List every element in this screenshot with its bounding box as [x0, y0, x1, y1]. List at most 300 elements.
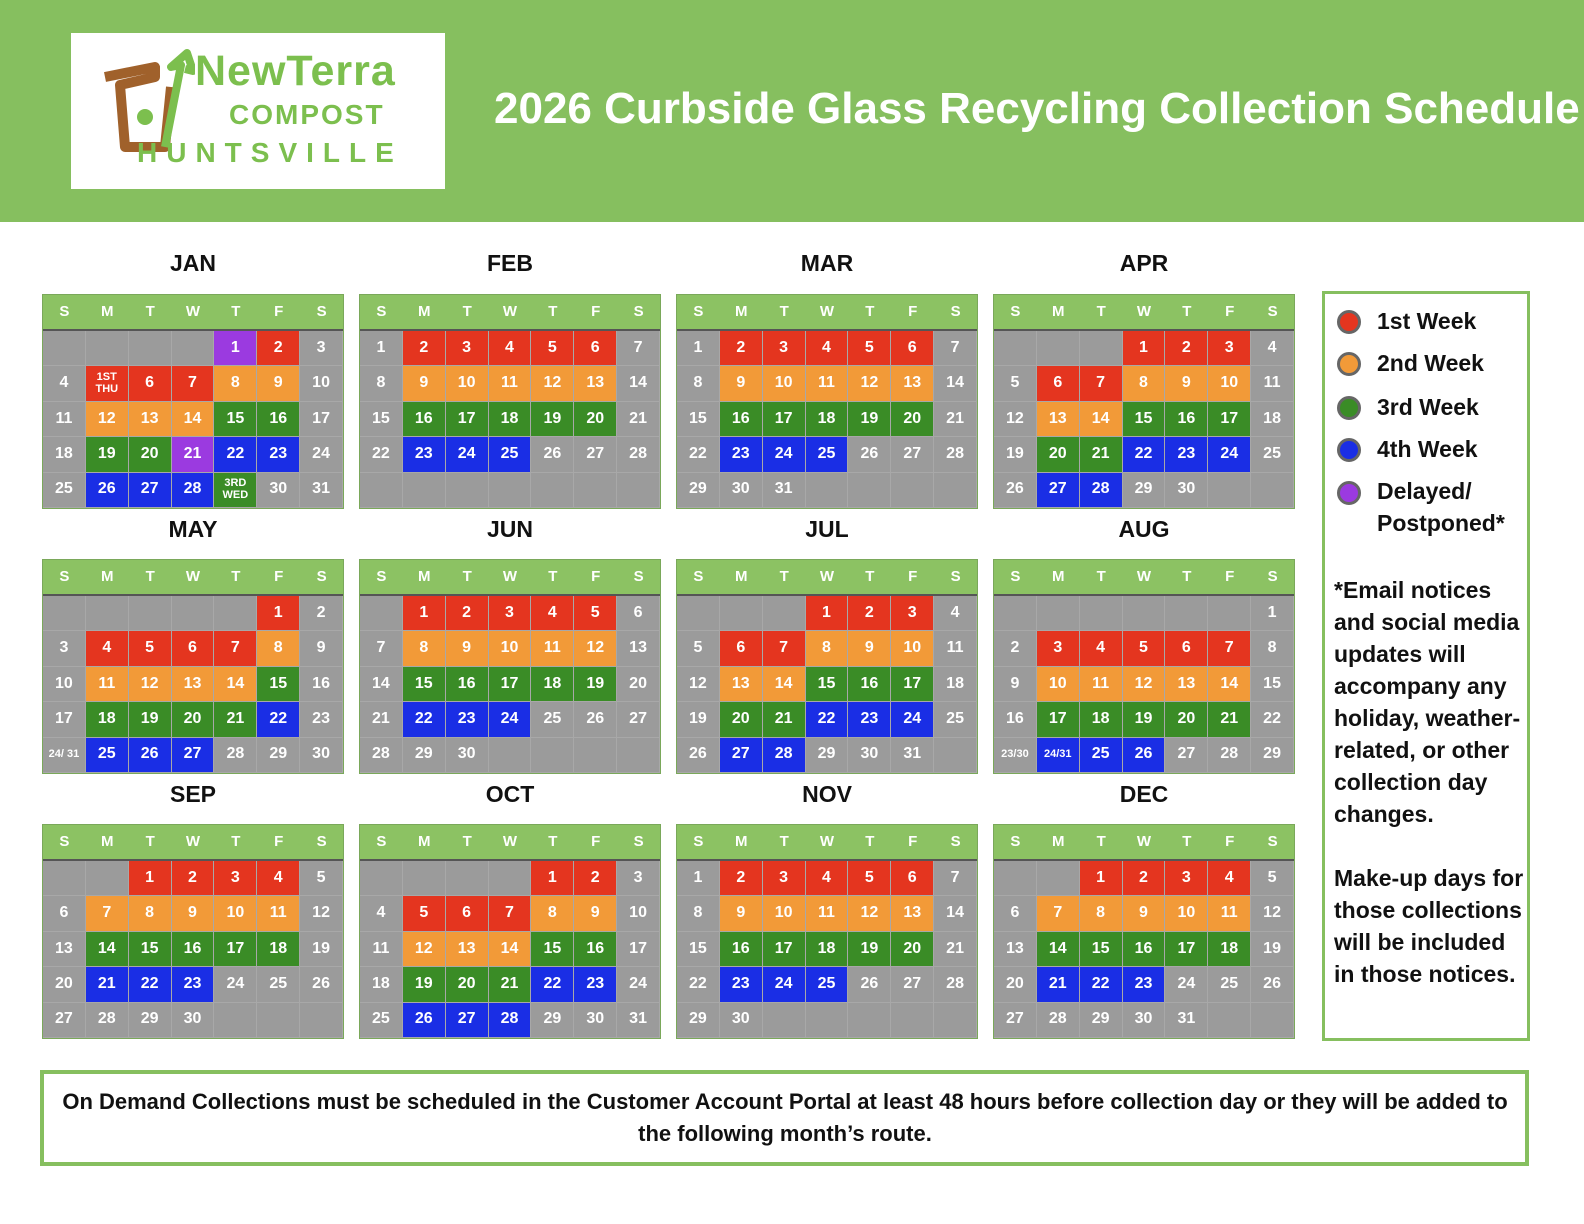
calendar-day: 21	[360, 702, 403, 737]
weekday-header: T	[865, 833, 875, 850]
calendar-day: 30	[720, 473, 763, 508]
calendar-day: 19	[129, 702, 172, 737]
calendar-day: 22	[531, 967, 574, 1002]
calendar-day: 27	[720, 738, 763, 773]
month-grid	[42, 559, 344, 774]
calendar-day: 17	[617, 932, 660, 967]
calendar-day: 22	[360, 437, 403, 472]
weekday-header: T	[1096, 568, 1106, 585]
weekday-header: S	[316, 568, 327, 585]
calendar-empty-cell	[43, 596, 86, 631]
month-days	[360, 861, 660, 1038]
calendar-day: 12	[848, 366, 891, 401]
calendar-day: 11	[531, 631, 574, 666]
month-title: APR	[1119, 250, 1169, 276]
calendar-day: 5	[574, 596, 617, 631]
calendar-day: 31	[1165, 1003, 1208, 1038]
calendar-empty-cell	[1208, 596, 1251, 631]
calendar-day: 25	[806, 967, 849, 1002]
calendar-day: 21	[763, 702, 806, 737]
calendar-day: 10	[1208, 366, 1251, 401]
month-grid	[993, 824, 1295, 1039]
calendar-day: 29	[403, 738, 446, 773]
calendar-day: 21	[617, 402, 660, 437]
page-title: 2026 Curbside Glass Recycling Collection Schedule	[494, 84, 1580, 133]
calendar-day: 10	[763, 366, 806, 401]
calendar-empty-cell	[891, 473, 934, 508]
weekday-header: W	[819, 568, 835, 585]
weekday-header: T	[779, 303, 789, 320]
calendar-day: 9	[1123, 896, 1166, 931]
month-title: OCT	[485, 781, 535, 807]
calendar-day: 9	[720, 366, 763, 401]
calendar-day: 24	[763, 437, 806, 472]
month-days	[994, 331, 1294, 508]
calendar-day: 18	[806, 932, 849, 967]
calendar-day: 28	[934, 967, 977, 1002]
calendar-day: 27	[1165, 738, 1208, 773]
weekday-header-row	[677, 295, 977, 331]
calendar-day: 10	[300, 366, 343, 401]
weekday-header-row	[360, 560, 660, 596]
calendar-day: 2	[300, 596, 343, 631]
calendar-day: 1	[531, 861, 574, 896]
calendar-day: 10	[1037, 667, 1080, 702]
purple-dot-icon	[1337, 481, 1361, 505]
calendar-day: 12	[1123, 667, 1166, 702]
calendar-day: 12	[403, 932, 446, 967]
calendar-day: 13	[891, 366, 934, 401]
calendar-day: 7	[1208, 631, 1251, 666]
weekday-header-row	[43, 825, 343, 861]
weekday-header: W	[819, 833, 835, 850]
calendar-day: 28	[934, 437, 977, 472]
calendar-empty-cell	[43, 331, 86, 366]
calendar-day: 8	[1251, 631, 1294, 666]
calendar-day: 12	[300, 896, 343, 931]
calendar-day: 9	[172, 896, 215, 931]
calendar-day: 17	[763, 932, 806, 967]
calendar-day: 20	[43, 967, 86, 1002]
calendar-day: 17	[43, 702, 86, 737]
calendar-day: 15	[214, 402, 257, 437]
calendar-day: 14	[489, 932, 532, 967]
calendar-day: 1	[214, 331, 257, 366]
calendar-day: 5	[1123, 631, 1166, 666]
calendar-day: 14	[1080, 402, 1123, 437]
calendar-day: 25	[43, 473, 86, 508]
calendar-day: 28	[489, 1003, 532, 1038]
calendar-empty-cell	[763, 1003, 806, 1038]
calendar-day: 13	[1037, 402, 1080, 437]
calendar-day: 5	[848, 861, 891, 896]
calendar-empty-cell	[43, 861, 86, 896]
legend-label: 3rd Week	[1377, 394, 1479, 420]
calendar-day: 19	[677, 702, 720, 737]
calendar-day: 3	[446, 331, 489, 366]
calendar-empty-cell	[763, 596, 806, 631]
logo-name: NewTerra	[195, 47, 396, 95]
weekday-header: T	[462, 833, 472, 850]
calendar-empty-cell	[489, 473, 532, 508]
weekday-header: F	[1225, 833, 1235, 850]
calendar-day: 14	[172, 402, 215, 437]
calendar-day: 9	[257, 366, 300, 401]
weekday-header: M	[1052, 833, 1065, 850]
weekday-header: T	[1096, 833, 1106, 850]
calendar-day: 11	[806, 896, 849, 931]
calendar-day: 9	[720, 896, 763, 931]
calendar-day: 8	[214, 366, 257, 401]
calendar-day: 11	[86, 667, 129, 702]
calendar-day: 21	[934, 932, 977, 967]
calendar-day: 28	[214, 738, 257, 773]
footer-text: On Demand Collections must be scheduled in the Customer Account Portal at least 48 hours before collection day or they will be added to the following month’s route.	[62, 1089, 1508, 1146]
calendar-empty-cell	[994, 861, 1037, 896]
calendar-day: 20	[1165, 702, 1208, 737]
calendar-day: 8	[257, 631, 300, 666]
month-days	[360, 331, 660, 508]
weekday-header: T	[548, 303, 558, 320]
calendar-day: 14	[617, 366, 660, 401]
calendar-day: 21	[214, 702, 257, 737]
calendar-empty-cell	[403, 861, 446, 896]
calendar-day: 27	[1037, 473, 1080, 508]
calendar-day: 3	[891, 596, 934, 631]
weekday-header: T	[231, 568, 241, 585]
calendar-day: 27	[172, 738, 215, 773]
weekday-header-row	[677, 560, 977, 596]
calendar-day: 4	[531, 596, 574, 631]
calendar-day: 5	[1251, 861, 1294, 896]
calendar-day: 3	[1165, 861, 1208, 896]
calendar-day: 14	[1208, 667, 1251, 702]
calendar-day: 15	[257, 667, 300, 702]
month-title: MAY	[168, 516, 218, 542]
calendar-day: 18	[86, 702, 129, 737]
calendar-day: 9	[994, 667, 1037, 702]
calendar-day: 24	[489, 702, 532, 737]
calendar-empty-cell	[1123, 596, 1166, 631]
calendar-day: 17	[1037, 702, 1080, 737]
calendar-day: 30	[848, 738, 891, 773]
calendar-empty-cell	[934, 1003, 977, 1038]
calendar-day: 1	[129, 861, 172, 896]
calendar-day: 14	[86, 932, 129, 967]
calendar-empty-cell	[677, 596, 720, 631]
calendar-day: 13	[172, 667, 215, 702]
calendar-day: 1	[403, 596, 446, 631]
calendar-day: 20	[617, 667, 660, 702]
calendar-day: 22	[214, 437, 257, 472]
green-dot-icon	[1337, 396, 1361, 420]
weekday-header: W	[185, 303, 201, 320]
calendar-day: 13	[891, 896, 934, 931]
calendar-day: 2	[257, 331, 300, 366]
calendar-day: 7	[934, 331, 977, 366]
header-banner	[0, 0, 1584, 222]
calendar-day: 3	[214, 861, 257, 896]
calendar-day: 20	[574, 402, 617, 437]
calendar-day: 22	[1251, 702, 1294, 737]
month-days	[677, 596, 977, 773]
calendar-day: 23	[848, 702, 891, 737]
calendar-day: 30	[446, 738, 489, 773]
calendar-day: 4	[360, 896, 403, 931]
calendar-empty-cell	[531, 738, 574, 773]
calendar-day: 22	[1080, 967, 1123, 1002]
weekday-header: M	[418, 833, 431, 850]
calendar-day: 3	[300, 331, 343, 366]
calendar-day: 24/ 31	[43, 738, 86, 773]
calendar-day: 5	[677, 631, 720, 666]
weekday-header-row	[994, 560, 1294, 596]
weekday-header: S	[633, 833, 644, 850]
calendar-empty-cell	[446, 861, 489, 896]
calendar-day: 12	[677, 667, 720, 702]
calendar-day: 6	[720, 631, 763, 666]
calendar-day: 31	[300, 473, 343, 508]
calendar-day: 6	[617, 596, 660, 631]
weekday-header-row	[43, 560, 343, 596]
calendar-day: 16	[1123, 932, 1166, 967]
calendar-empty-cell	[172, 596, 215, 631]
calendar-day: 21	[86, 967, 129, 1002]
calendar-day: 7	[763, 631, 806, 666]
calendar-day: 7	[360, 631, 403, 666]
month-title: DEC	[1119, 781, 1169, 807]
legend	[1322, 291, 1530, 1041]
calendar-day: 21	[489, 967, 532, 1002]
calendar-day: 23	[403, 437, 446, 472]
calendar-day: 18	[489, 402, 532, 437]
calendar-day: 4	[43, 366, 86, 401]
calendar-empty-cell	[806, 1003, 849, 1038]
weekday-header: M	[101, 568, 114, 585]
calendar-day: 23	[720, 437, 763, 472]
calendar-day: 13	[617, 631, 660, 666]
calendar-day: 2	[1123, 861, 1166, 896]
weekday-header: S	[59, 568, 70, 585]
weekday-header: W	[502, 303, 518, 320]
calendar-day: 31	[891, 738, 934, 773]
calendar-day: 29	[257, 738, 300, 773]
weekday-header: M	[1052, 568, 1065, 585]
calendar-day: 18	[1080, 702, 1123, 737]
weekday-header: F	[274, 568, 284, 585]
calendar-empty-cell	[1251, 1003, 1294, 1038]
calendar-day: 17	[446, 402, 489, 437]
weekday-header: T	[865, 303, 875, 320]
calendar-day: 23/30	[994, 738, 1037, 773]
calendar-day: 21	[1208, 702, 1251, 737]
calendar-day: 20	[720, 702, 763, 737]
weekday-header: T	[1182, 568, 1192, 585]
calendar-day: 5	[300, 861, 343, 896]
weekday-header-row	[43, 295, 343, 331]
weekday-header: W	[1136, 568, 1152, 585]
calendar-day: 23	[720, 967, 763, 1002]
calendar-empty-cell	[574, 473, 617, 508]
calendar-day: 11	[257, 896, 300, 931]
calendar-day: 28	[1080, 473, 1123, 508]
weekday-header: M	[1052, 303, 1065, 320]
weekday-header: T	[1182, 303, 1192, 320]
calendar-day: 9	[403, 366, 446, 401]
calendar-day: 2	[720, 331, 763, 366]
calendar-empty-cell	[489, 738, 532, 773]
calendar-day: 15	[1251, 667, 1294, 702]
calendar-day: 16	[720, 932, 763, 967]
weekday-header: M	[418, 568, 431, 585]
calendar-day: 14	[360, 667, 403, 702]
calendar-day: 14	[214, 667, 257, 702]
weekday-header: S	[316, 303, 327, 320]
weekday-header: S	[1010, 833, 1021, 850]
weekday-header: F	[1225, 303, 1235, 320]
calendar-empty-cell	[403, 473, 446, 508]
calendar-day: 15	[1123, 402, 1166, 437]
calendar-day: 13	[1165, 667, 1208, 702]
calendar-day: 18	[934, 667, 977, 702]
weekday-header: W	[1136, 833, 1152, 850]
calendar-day: 29	[1251, 738, 1294, 773]
calendar-day: 15	[531, 932, 574, 967]
calendar-day: 19	[300, 932, 343, 967]
calendar-day: 11	[934, 631, 977, 666]
calendar-day: 2	[574, 861, 617, 896]
calendar-day: 23	[1123, 967, 1166, 1002]
calendar-day: 15	[403, 667, 446, 702]
calendar-day: 17	[214, 932, 257, 967]
calendar-empty-cell	[531, 473, 574, 508]
month-grid	[676, 824, 978, 1039]
month-grid	[676, 559, 978, 774]
calendar-day: 1	[360, 331, 403, 366]
calendar-day: 4	[489, 331, 532, 366]
calendar-day: 7	[172, 366, 215, 401]
calendar-day: 13	[720, 667, 763, 702]
weekday-header: F	[274, 303, 284, 320]
month-grid	[42, 294, 344, 509]
calendar-empty-cell	[214, 1003, 257, 1038]
calendar-empty-cell	[129, 331, 172, 366]
calendar-empty-cell	[1208, 1003, 1251, 1038]
month-title: FEB	[487, 250, 533, 276]
calendar-day: 13	[574, 366, 617, 401]
weekday-header: T	[865, 568, 875, 585]
weekday-header: W	[819, 303, 835, 320]
calendar-empty-cell	[1080, 596, 1123, 631]
calendar-day: 28	[763, 738, 806, 773]
calendar-day: 17	[1208, 402, 1251, 437]
calendar-day: 19	[531, 402, 574, 437]
calendar-day: 12	[994, 402, 1037, 437]
calendar-day: 1	[1080, 861, 1123, 896]
calendar-empty-cell	[806, 473, 849, 508]
calendar-day: 22	[257, 702, 300, 737]
calendar-day: 1	[1123, 331, 1166, 366]
calendar-day: 7	[489, 896, 532, 931]
weekday-header: T	[462, 568, 472, 585]
calendar-day: 16	[403, 402, 446, 437]
weekday-header: F	[908, 833, 918, 850]
calendar-day: 9	[848, 631, 891, 666]
calendar-empty-cell	[86, 861, 129, 896]
weekday-header-row	[994, 295, 1294, 331]
calendar-day: 10	[891, 631, 934, 666]
calendar-day: 6	[43, 896, 86, 931]
legend-label: Delayed/ Postponed*	[1377, 478, 1505, 536]
calendar-day: 13	[994, 932, 1037, 967]
calendar-day: 30	[720, 1003, 763, 1038]
calendar-day: 2	[848, 596, 891, 631]
month-days	[43, 596, 343, 773]
calendar-day: 11	[1208, 896, 1251, 931]
weekday-header: S	[376, 833, 387, 850]
calendar-day: 10	[617, 896, 660, 931]
calendar-day: 22	[1123, 437, 1166, 472]
calendar-empty-cell	[446, 473, 489, 508]
calendar-day: 16	[994, 702, 1037, 737]
calendar-day: 1	[1251, 596, 1294, 631]
weekday-header: S	[316, 833, 327, 850]
legend-label: 2nd Week	[1377, 350, 1484, 376]
calendar-day: 19	[403, 967, 446, 1002]
weekday-header: T	[779, 568, 789, 585]
calendar-empty-cell	[617, 738, 660, 773]
month-title: JUN	[486, 516, 533, 542]
calendar-day: 27	[129, 473, 172, 508]
calendar-day: 16	[257, 402, 300, 437]
calendar-empty-cell	[848, 473, 891, 508]
calendar-day: 18	[531, 667, 574, 702]
weekday-header: F	[591, 303, 601, 320]
calendar-day: 4	[257, 861, 300, 896]
calendar-empty-cell	[489, 861, 532, 896]
calendar-day: 13	[129, 402, 172, 437]
calendar-day: 20	[446, 967, 489, 1002]
calendar-day: 26	[848, 437, 891, 472]
calendar-day: 26	[300, 967, 343, 1002]
weekday-header: M	[418, 303, 431, 320]
month-grid	[42, 824, 344, 1039]
calendar-day: 3	[489, 596, 532, 631]
calendar-day: 23	[257, 437, 300, 472]
calendar-day: 23	[172, 967, 215, 1002]
calendar-day: 18	[43, 437, 86, 472]
calendar-day: 12	[86, 402, 129, 437]
calendar-day: 21	[1037, 967, 1080, 1002]
calendar-day: 11	[360, 932, 403, 967]
calendar-day: 27	[617, 702, 660, 737]
weekday-header: T	[1096, 303, 1106, 320]
blue-dot-icon	[1337, 438, 1361, 462]
footer-notice	[40, 1070, 1529, 1166]
calendar-day: 17	[489, 667, 532, 702]
calendar-day: 3	[43, 631, 86, 666]
calendar-day: 20	[891, 932, 934, 967]
calendar-day: 26	[403, 1003, 446, 1038]
calendar-day: 3	[617, 861, 660, 896]
calendar-day: 9	[300, 631, 343, 666]
weekday-header: S	[1267, 833, 1278, 850]
calendar-empty-cell	[129, 596, 172, 631]
weekday-header: F	[1225, 568, 1235, 585]
calendar-day: 24/31	[1037, 738, 1080, 773]
weekday-header-row	[360, 295, 660, 331]
calendar-day: 16	[172, 932, 215, 967]
